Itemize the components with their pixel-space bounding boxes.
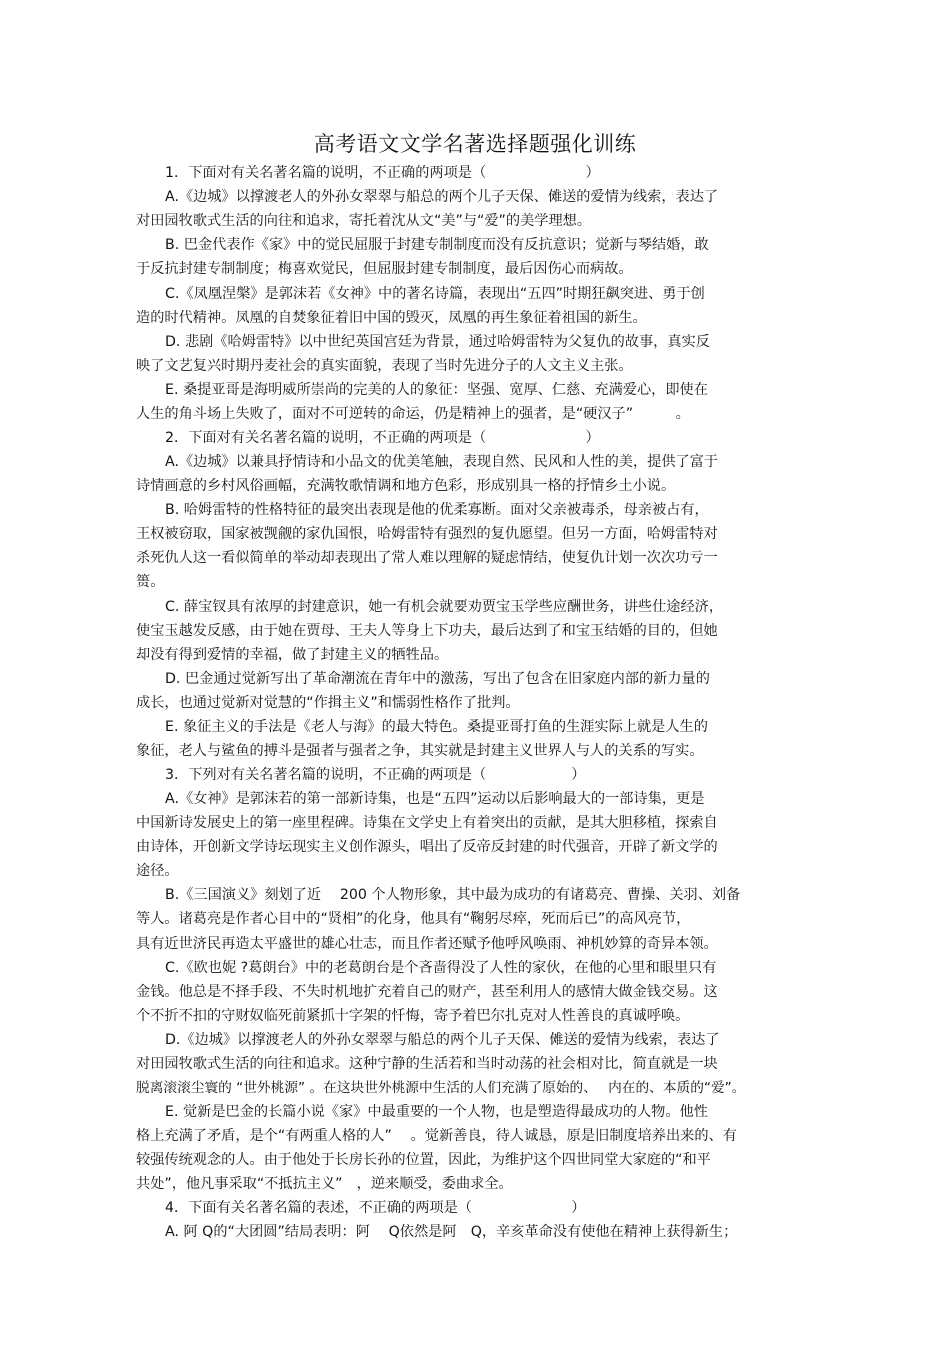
page-title: 高考语文文学名著选择题强化训练	[313, 132, 637, 156]
text-line: 杀死仇人这一看似简单的举动却表现出了常人难以理解的疑虑情结，使复仇计划一次次功亏一	[136, 550, 718, 566]
text-line: 具有近世济民再造太平盛世的雄心壮志，而且作者还赋予他呼风唤雨、神机妙算的奇异本领。	[136, 936, 718, 952]
text-line: 映了文艺复兴时期丹麦社会的真实面貌，表现了当时先进分子的人文主义主张。	[136, 358, 633, 374]
question-4-stem: 4．下面有关名著名篇的表述，不正确的两项是（ ）	[165, 1200, 586, 1216]
text-line: B. 巴金代表作《家》中的觉民屈服于封建专制制度而没有反抗意识；觉新与琴结婚，敢	[165, 237, 709, 253]
text-line: 对田园牧歌式生活的向往和追求。这种宁静的生活若和当时动荡的社会相对比，简直就是一块	[136, 1056, 718, 1072]
text-line: 共处”，他凡事采取“不抵抗主义” ，逆来顺受，委曲求全。	[136, 1176, 513, 1192]
text-line: B.《三国演义》刻划了近 200 个人物形象，其中最为成功的有诸葛亮、曹操、关羽、刘备	[165, 887, 741, 903]
text-line: 金钱。他总是不择手段、不失时机地扩充着自己的财产，甚至利用人的感情大做金钱交易。这	[136, 984, 718, 1000]
text-line: 个不折不扣的守财奴临死前紧抓十字架的忏悔，寄予着巴尔扎克对人性善良的真诚呼唤。	[136, 1008, 690, 1024]
text-line: 由诗体，开创新文学诗坛现实主义创作源头，唱出了反帝反封建的时代强音，开辟了新文学的	[136, 839, 718, 855]
text-line: A.《女神》是郭沫若的第一部新诗集，也是“五四”运动以后影响最大的一部诗集，更是	[165, 791, 705, 807]
text-line: E. 象征主义的手法是《老人与海》的最大特色。桑提亚哥打鱼的生涯实际上就是人生的	[165, 719, 708, 735]
text-line: 造的时代精神。凤凰的自焚象征着旧中国的毁灭，凤凰的再生象征着祖国的新生。	[136, 310, 647, 326]
text-line: 象征，老人与鲨鱼的搏斗是强者与强者之争，其实就是封建主义世界人与人的关系的写实。	[136, 743, 704, 759]
text-line: A.《边城》以兼具抒情诗和小品文的优美笔触，表现自然、民风和人性的美，提供了富于	[165, 454, 719, 470]
text-line: 诗情画意的乡村风俗画幅，充满牧歌情调和地方色彩，形成别具一格的抒情乡土小说。	[136, 478, 676, 494]
question-3-stem: 3．下列对有关名著名篇的说明，不正确的两项是（ ）	[165, 767, 586, 783]
text-line: 使宝玉越发反感，由于她在贾母、王夫人等身上下功夫，最后达到了和宝玉结婚的目的，但她	[136, 623, 718, 639]
text-line: D.《边城》以撑渡老人的外孙女翠翠与船总的两个儿子天保、傩送的爱情为线索，表达了	[165, 1032, 720, 1048]
text-line: 篑。	[136, 574, 165, 590]
text-line: 成长，也通过觉新对觉慧的“作揖主义”和懦弱性格作了批判。	[136, 695, 520, 711]
text-line: 于反抗封建专制制度；梅喜欢觉民，但屈服封建专制制度，最后因伤心而病故。	[136, 261, 633, 277]
question-2-stem: 2．下面对有关名著名篇的说明，不正确的两项是（ ）	[165, 430, 600, 446]
text-line: 较强传统观念的人。由于他处于长房长孙的位置，因此，为维护这个四世同堂大家庭的“和平	[136, 1152, 711, 1168]
text-line: A. 阿 Q的“大团圆”结局表明：阿 Q依然是阿 Q，辛亥革命没有使他在精神上获得新生；	[165, 1224, 738, 1240]
text-line: 等人。诸葛亮是作者心目中的“贤相”的化身，他具有“鞠躬尽瘁，死而后已”的高风亮节，	[136, 911, 691, 927]
text-line: D. 巴金通过觉新写出了革命潮流在青年中的激荡，写出了包含在旧家庭内部的新力量的	[165, 671, 710, 687]
text-line: 王权被窃取，国家被觊觎的家仇国恨，哈姆雷特有强烈的复仇愿望。但另一方面，哈姆雷特对	[136, 526, 718, 542]
text-line: C.《欧也妮 ?葛朗台》中的老葛朗台是个吝啬得没了人性的家伙，在他的心里和眼里只有	[165, 960, 717, 976]
question-1-stem: 1．下面对有关名著名篇的说明，不正确的两项是（ ）	[165, 165, 600, 181]
text-line: 脱离滚滚尘寰的 “世外桃源” 。在这块世外桃源中生活的人们充满了原始的、 内在的、本质的“爱”。	[136, 1080, 746, 1096]
text-line: 对田园牧歌式生活的向往和追求，寄托着沈从文“美”与“爱”的美学理想。	[136, 213, 592, 229]
text-line: E. 桑提亚哥是海明威所崇尚的完美的人的象征：坚强、宽厚、仁慈、充满爱心，即使在	[165, 382, 708, 398]
text-line: 中国新诗发展史上的第一座里程碑。诗集在文学史上有着突出的贡献，是其大胆移植，探索自	[136, 815, 718, 831]
text-line: D. 悲剧《哈姆雷特》以中世纪英国宫廷为背景，通过哈姆雷特为父复仇的故事，真实反	[165, 334, 710, 350]
text-line: 却没有得到爱情的幸福，做了封建主义的牺牲品。	[136, 647, 449, 663]
text-line: A.《边城》以撑渡老人的外孙女翠翠与船总的两个儿子天保、傩送的爱情为线索，表达了	[165, 189, 719, 205]
text-line: 格上充满了矛盾，是个“有两重人格的人” 。觉新善良，待人诚恳，原是旧制度培养出来的、有	[136, 1128, 737, 1144]
text-line: 途径。	[136, 863, 179, 879]
text-line: 人生的角斗场上失败了，面对不可逆转的命运，仍是精神上的强者，是“硬汉子” 。	[136, 406, 690, 422]
text-line: E. 觉新是巴金的长篇小说《家》中最重要的一个人物，也是塑造得最成功的人物。他性	[165, 1104, 708, 1120]
text-line: C. 薛宝钗具有浓厚的封建意识，她一有机会就要劝贾宝玉学些应酬世务，讲些仕途经济，	[165, 599, 724, 615]
text-line: C.《凤凰涅槃》是郭沫若《女神》中的著名诗篇，表现出“五四”时期狂飙突进、勇于创	[165, 286, 705, 302]
text-line: B. 哈姆雷特的性格特征的最突出表现是他的优柔寡断。面对父亲被毒杀，母亲被占有，	[165, 502, 709, 518]
